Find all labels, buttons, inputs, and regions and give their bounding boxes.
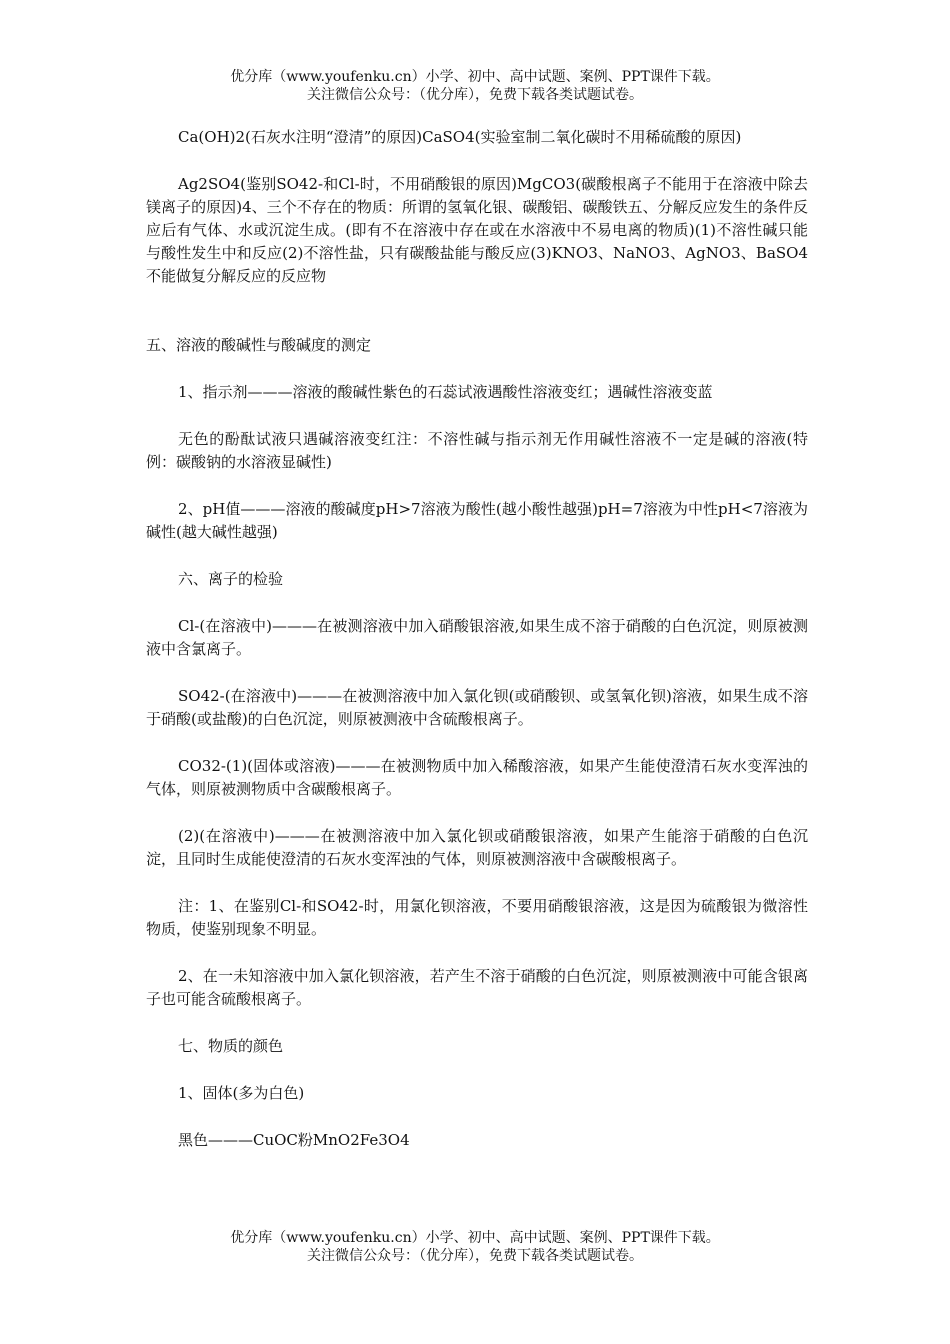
paragraph: (2)(在溶液中)———在被测溶液中加入氯化钡或硝酸银溶液，如果产生能溶于硝酸的白色沉淀，且同时生成能使澄清的石灰水变浑浊的气体，则原被测溶液中含碳酸根离子。: [146, 827, 808, 868]
paragraph: Cl-(在溶液中)———在被测溶液中加入硝酸银溶液,如果生成不溶于硝酸的白色沉淀，则原被测液中含氯离子。: [146, 617, 808, 658]
section-heading: 六、离子的检验: [178, 570, 284, 588]
paragraph: Ca(OH)2(石灰水注明“澄清”的原因)CaSO4(实验室制二氧化碳时不用稀硫酸的原因): [178, 128, 742, 146]
page-header: [0, 68, 950, 104]
section-heading: 七、物质的颜色: [178, 1037, 284, 1055]
header-line-2: 关注微信公众号：（优分库），免费下载各类试题试卷。: [307, 87, 643, 103]
paragraph: 1、固体(多为白色): [178, 1084, 305, 1102]
section-heading: 五、溶液的酸碱性与酸碱度的测定: [146, 336, 372, 354]
document-body: [146, 126, 808, 1176]
paragraph: 2、pH值———溶液的酸碱度pH>7溶液为酸性(越小酸性越强)pH=7溶液为中性pH<7溶液为碱性(越大碱性越强): [146, 500, 808, 541]
paragraph: CO32-(1)(固体或溶液)———在被测物质中加入稀酸溶液，如果产生能使澄清石灰水变浑浊的气体，则原被测物质中含碳酸根离子。: [146, 757, 808, 798]
paragraph: 无色的酚酞试液只遇碱溶液变红注：不溶性碱与指示剂无作用碱性溶液不一定是碱的溶液(特例：碳酸钠的水溶液显碱性): [146, 430, 808, 471]
footer-line-1: 优分库（www.youfenku.cn）小学、初中、高中试题、案例、PPT课件下载。: [230, 1230, 720, 1246]
paragraph: 1、指示剂———溶液的酸碱性紫色的石蕊试液遇酸性溶液变红；遇碱性溶液变蓝: [178, 383, 713, 401]
paragraph: 注：1、在鉴别Cl-和SO42-时，用氯化钡溶液，不要用硝酸银溶液，这是因为硫酸银为微溶性物质，使鉴别现象不明显。: [146, 897, 808, 938]
header-line-1: 优分库（www.youfenku.cn）小学、初中、高中试题、案例、PPT课件下载。: [230, 69, 720, 85]
page-footer: [0, 1229, 950, 1265]
paragraph: 黑色———CuOC粉MnO2Fe3O4: [178, 1131, 410, 1149]
paragraph: 2、在一未知溶液中加入氯化钡溶液，若产生不溶于硝酸的白色沉淀，则原被测液中可能含银离子也可能含硫酸根离子。: [146, 967, 808, 1008]
paragraph: SO42-(在溶液中)———在被测溶液中加入氯化钡(或硝酸钡、或氢氧化钡)溶液，如果生成不溶于硝酸(或盐酸)的白色沉淀，则原被测液中含硫酸根离子。: [146, 687, 808, 728]
paragraph: Ag2SO4(鉴别SO42-和Cl-时，不用硝酸银的原因)MgCO3(碳酸根离子不能用于在溶液中除去镁离子的原因)4、三个不存在的物质：所谓的氢氧化银、碳酸铝、碳酸铁五、分解反应发生的条件反应后有气体、水或沉淀生成。(即有不在溶液中存在或在水溶液中不易电离的物质)(1)不溶性碱只能与酸性发生中和反应(2)不溶性盐，只有碳酸盐能与酸反应(3)KNO3、NaNO3、AgNO3、BaSO4不能做复分解反应的反应物: [146, 175, 808, 285]
footer-line-2: 关注微信公众号：（优分库），免费下载各类试题试卷。: [307, 1248, 643, 1264]
